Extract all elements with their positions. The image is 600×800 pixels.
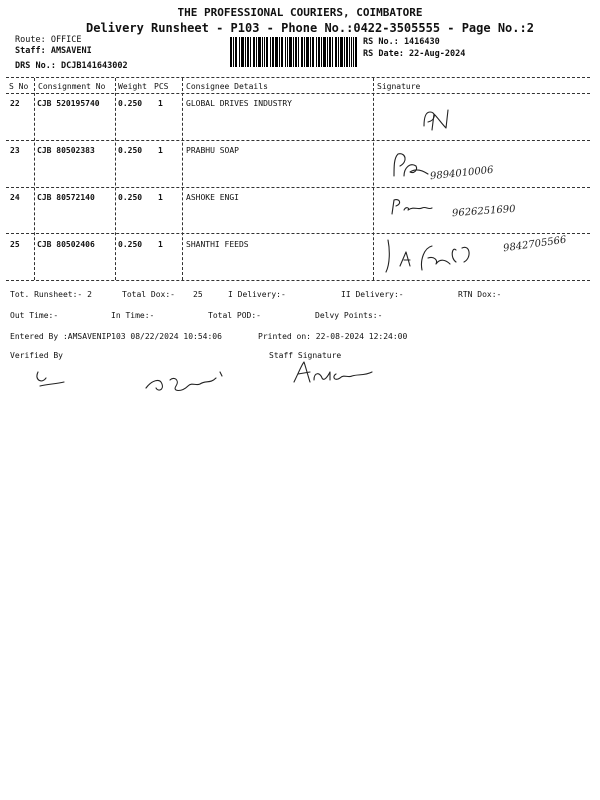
column-header-consignee: Consignee Details (186, 82, 268, 91)
runsheet-subtitle: Delivery Runsheet - P103 - Phone No.:0422-3505555 - Page No.:2 (86, 21, 534, 35)
row-consignee: SHANTHI FEEDS (186, 240, 249, 249)
rtn-dox: RTN Dox:- (458, 290, 502, 299)
total-runsheet: Tot. Runsheet:- 2 (10, 290, 92, 299)
row-pcs: 1 (158, 193, 163, 202)
row-consignment-no: CJB 80572140 (37, 193, 95, 202)
verified-by-label: Verified By (10, 351, 63, 360)
row-pcs: 1 (158, 99, 163, 108)
column-header-sno: S No (9, 82, 29, 91)
row-consignment-no: CJB 520195740 (37, 99, 100, 108)
total-dox-value: 25 (193, 290, 203, 299)
entered-by: Entered By :AMSAVENIP103 08/22/2024 10:54:06 (10, 332, 222, 341)
printed-on: Printed on: 22-08-2024 12:24:00 (258, 332, 408, 341)
row-weight: 0.250 (118, 146, 143, 155)
verifier-initial-image (30, 362, 70, 392)
in-time: In Time:- (111, 311, 155, 320)
row-divider (6, 187, 590, 188)
row-divider (6, 233, 590, 234)
row-pcs: 1 (158, 146, 163, 155)
column-divider (34, 78, 35, 280)
row-sno: 22 (10, 99, 20, 108)
row-sno: 24 (10, 193, 20, 202)
column-divider (373, 78, 374, 280)
ii-delivery: II Delivery:- (341, 290, 404, 299)
row-consignee: ASHOKE ENGI (186, 193, 239, 202)
row-consignee: GLOBAL DRIVES INDUSTRY (186, 99, 292, 108)
drs-number: DRS No.: DCJB141643002 (15, 61, 128, 71)
i-delivery: I Delivery:- (228, 290, 286, 299)
column-header-consignment: Consignment No (38, 82, 106, 91)
table-bottom-rule (6, 280, 590, 281)
row-weight: 0.250 (118, 240, 143, 249)
column-header-pcs: PCS (154, 82, 169, 91)
staff-label: Staff: AMSAVENI (15, 46, 92, 56)
row-consignee: PRABHU SOAP (186, 146, 239, 155)
out-time: Out Time:- (10, 311, 59, 320)
signature-image (420, 104, 470, 136)
barcode-image (230, 37, 357, 67)
rs-number: RS No.: 1416430 (363, 37, 440, 47)
staff-signature-image (288, 358, 398, 388)
signature-image (380, 236, 500, 278)
total-dox-label: Total Dox:- (122, 290, 175, 299)
table-header-rule (6, 93, 590, 94)
column-divider (115, 78, 116, 280)
total-pod: Total POD:- (208, 311, 261, 320)
row-weight: 0.250 (118, 193, 143, 202)
column-divider (182, 78, 183, 280)
row-sno: 23 (10, 146, 20, 155)
delvy-points: Delvy Points:- (315, 311, 383, 320)
signature-phone-note: 9842705566 (502, 234, 568, 255)
staff-signature-label: Staff Signature (269, 351, 342, 360)
column-header-weight: Weight (118, 82, 147, 91)
column-header-signature: Signature (377, 82, 421, 91)
row-consignment-no: CJB 80502383 (37, 146, 95, 155)
table-top-rule (6, 77, 590, 78)
row-weight: 0.250 (118, 99, 143, 108)
signature-image (388, 194, 448, 222)
rs-date: RS Date: 22-Aug-2024 (363, 49, 466, 59)
signature-phone-note: 9894010006 (429, 164, 495, 183)
row-sno: 25 (10, 240, 20, 249)
row-consignment-no: CJB 80502406 (37, 240, 95, 249)
route-label: Route: OFFICE (15, 35, 82, 45)
verifier-signature-image (140, 366, 230, 400)
signature-phone-note: 9626251690 (451, 203, 516, 220)
row-divider (6, 140, 590, 141)
row-pcs: 1 (158, 240, 163, 249)
company-title: THE PROFESSIONAL COURIERS, COIMBATORE (177, 6, 423, 19)
